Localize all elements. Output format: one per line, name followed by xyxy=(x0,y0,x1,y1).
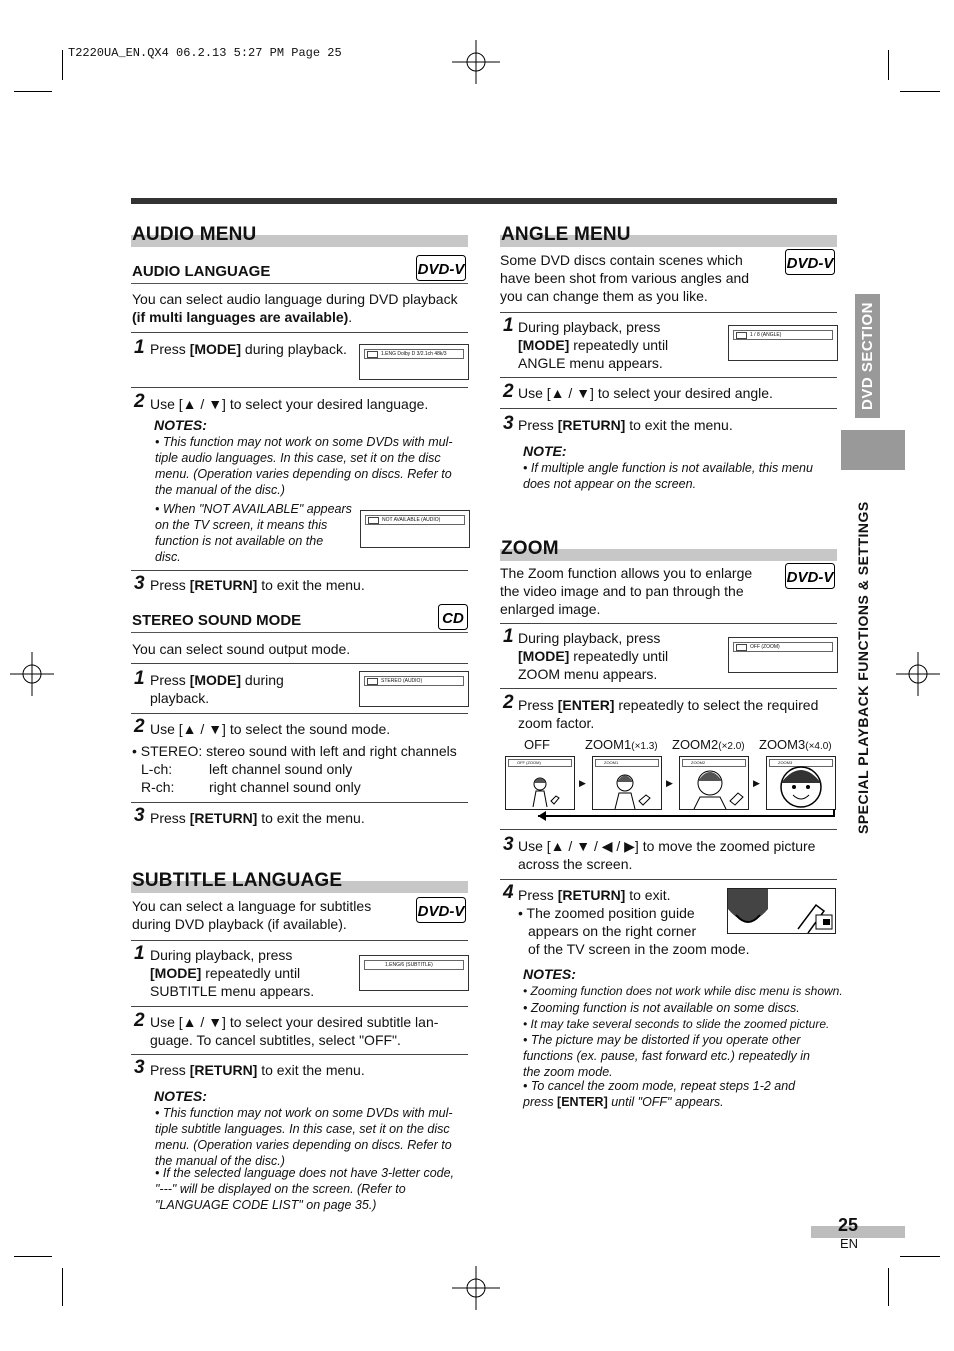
note-heading: NOTE: xyxy=(523,443,567,459)
subtitle-language-title: SUBTITLE LANGUAGE xyxy=(132,870,343,891)
zoom-label-off: OFF xyxy=(524,737,550,752)
zoom-label-zoom1: ZOOM1(×1.3) xyxy=(585,737,658,752)
audio-icon xyxy=(368,517,379,524)
zoom-note-4: • The picture may be distorted if you operate other functions (ex. pause, fast forward etc.) repeatedly in the zoom mode. xyxy=(523,1033,810,1079)
notes-heading: NOTES: xyxy=(154,1088,207,1104)
divider xyxy=(131,387,468,388)
angle-icon xyxy=(736,332,747,339)
step-number: 2 xyxy=(503,381,514,402)
angle-menu-title: ANGLE MENU xyxy=(501,224,631,245)
subtitle-note-2: • If the selected language does not have 3-letter code, "---" will be displayed on the screen. (Refer to "LANGUAGE CODE LIST" on page 35.) xyxy=(155,1166,455,1212)
step-number: 1 xyxy=(134,337,145,358)
osd-bar: 1.ENG/6 (SUBTITLE) xyxy=(364,960,464,970)
arrow-right-icon: ▶ xyxy=(666,778,673,788)
step-number: 2 xyxy=(134,391,145,412)
dvd-v-badge-icon xyxy=(416,255,466,281)
step-number: 3 xyxy=(503,413,514,434)
osd-bar: ZOOM3 xyxy=(769,759,833,767)
step-number: 3 xyxy=(503,834,514,855)
crop-mark xyxy=(62,1268,63,1306)
girl-illustration-icon xyxy=(593,757,661,809)
crop-mark xyxy=(900,1256,940,1257)
arrow-right-icon: ▶ xyxy=(753,778,760,788)
osd-bar: 1.ENG Dolby D 3/2.1ch 48k/3 xyxy=(364,349,464,359)
step-number: 1 xyxy=(134,943,145,964)
page-number: 25 xyxy=(838,1215,859,1235)
divider xyxy=(131,802,468,803)
zoom-step4: Press [RETURN] to exit. xyxy=(518,887,671,903)
audio-lang-intro: You can select audio language during DVD playback (if multi languages are available). xyxy=(132,291,458,325)
crop-mark xyxy=(62,50,63,80)
svg-text:CD: CD xyxy=(442,610,464,627)
osd-bar: OFF (ZOOM) xyxy=(508,759,572,767)
registration-mark-icon xyxy=(452,40,500,84)
step-number: 4 xyxy=(503,882,514,903)
zoom-frame-zoom1 xyxy=(592,756,662,810)
zoom-frame-off xyxy=(505,756,575,810)
zoom-step4-bullet: • The zoomed position guide appears on the right corner of the TV screen in the zoom mode. xyxy=(518,905,750,957)
audio-step1: Press [MODE] during playback. xyxy=(150,341,347,357)
stereo-step1: Press [MODE] during playback. xyxy=(150,672,284,706)
step-number: 3 xyxy=(134,805,145,826)
registration-mark-icon xyxy=(896,652,940,696)
divider xyxy=(131,663,468,664)
stereo-bullet-stereo: • STEREO: stereo sound with left and right channels xyxy=(132,743,457,759)
osd-screen xyxy=(728,325,838,361)
side-tab-marker xyxy=(841,430,905,470)
zoom-icon xyxy=(736,644,747,651)
page-language: EN xyxy=(840,1236,859,1251)
zoom-frame-zoom3 xyxy=(766,756,836,810)
divider xyxy=(131,940,468,941)
zoom-step3: Use [▲ / ▼ / ◀ / ▶] to move the zoomed picture across the screen. xyxy=(518,838,816,872)
step-number: 1 xyxy=(503,315,514,336)
step-number: 2 xyxy=(134,716,145,737)
divider xyxy=(131,283,468,284)
stereo-intro: You can select sound output mode. xyxy=(132,641,351,657)
audio-step3: Press [RETURN] to exit the menu. xyxy=(150,577,365,593)
osd-bar: NOT AVAILABLE (AUDIO) xyxy=(365,515,465,525)
zoom-label-zoom3: ZOOM3(×4.0) xyxy=(759,737,832,752)
cd-badge-icon xyxy=(438,604,468,630)
angle-note: • If multiple angle function is not available, this menu does not appear on the screen. xyxy=(523,461,813,491)
notes-heading: NOTES: xyxy=(154,417,207,433)
notes-heading: NOTES: xyxy=(523,966,576,982)
registration-mark-icon xyxy=(10,652,54,696)
divider xyxy=(500,377,837,378)
divider xyxy=(500,312,837,313)
divider xyxy=(500,408,837,409)
zoom-step1: During playback, press [MODE] repeatedly until ZOOM menu appears. xyxy=(518,630,669,682)
osd-bar: STEREO (AUDIO) xyxy=(364,676,464,686)
svg-text:DVD-V: DVD-V xyxy=(417,261,465,278)
step-number: 2 xyxy=(503,692,514,713)
divider xyxy=(131,570,468,571)
divider xyxy=(131,1054,468,1055)
osd-bar: ZOOM1 xyxy=(595,759,659,767)
step-number: 1 xyxy=(134,668,145,689)
zoom-label-zoom2: ZOOM2(×2.0) xyxy=(672,737,745,752)
side-tab-special-playback: SPECIAL PLAYBACK FUNCTIONS & SETTINGS xyxy=(855,501,871,834)
stereo-rch-val: right channel sound only xyxy=(209,779,361,795)
step-number: 1 xyxy=(503,626,514,647)
registration-mark-icon xyxy=(452,1266,500,1310)
audio-menu-title: AUDIO MENU xyxy=(132,224,257,245)
crop-mark xyxy=(900,91,940,92)
svg-text:DVD-V: DVD-V xyxy=(417,903,465,920)
crop-mark xyxy=(14,1256,52,1257)
zoomed-girl-illustration-icon xyxy=(728,889,835,933)
subtitle-step2: Use [▲ / ▼] to select your desired subtitle lan- guage. To cancel subtitles, select "OFF". xyxy=(150,1014,439,1048)
zoom-note-2: • Zooming function is not available on some discs. xyxy=(523,1001,800,1015)
crop-mark xyxy=(888,1268,889,1306)
crop-mark xyxy=(14,91,52,92)
osd-screen xyxy=(359,344,469,380)
audio-icon xyxy=(367,351,378,358)
zoom-note-1: • Zooming function does not work while disc menu is shown. xyxy=(523,984,843,998)
top-rule xyxy=(131,198,837,204)
audio-language-title: AUDIO LANGUAGE xyxy=(132,263,271,280)
divider xyxy=(131,713,468,714)
osd-screen xyxy=(359,955,469,991)
step-number: 3 xyxy=(134,573,145,594)
divider xyxy=(500,829,837,830)
crop-mark xyxy=(888,50,889,80)
divider xyxy=(131,332,468,333)
osd-screen xyxy=(728,637,838,673)
osd-screen xyxy=(359,671,469,707)
subtitle-intro: You can select a language for subtitles during DVD playback (if available). xyxy=(132,898,372,932)
osd-bar: ZOOM2 xyxy=(682,759,746,767)
step-number: 2 xyxy=(134,1010,145,1031)
stereo-step2: Use [▲ / ▼] to select the sound mode. xyxy=(150,721,391,737)
girl-illustration-icon xyxy=(506,757,574,809)
osd-bar: 1 / 8 (ANGLE) xyxy=(733,330,833,340)
zoom-note-3: • It may take several seconds to slide the zoomed picture. xyxy=(523,1017,830,1031)
divider xyxy=(500,688,837,689)
girl-illustration-icon xyxy=(680,757,748,809)
dvd-v-badge-icon xyxy=(785,249,835,275)
arrow-right-icon: ▶ xyxy=(579,778,586,788)
angle-step1: During playback, press [MODE] repeatedly until ANGLE menu appears. xyxy=(518,319,669,371)
zoom-frame-zoom2 xyxy=(679,756,749,810)
osd-screen xyxy=(360,510,470,548)
subtitle-note-1: • This function may not work on some DVDs with mul- tiple subtitle languages. In this case, set it on the disc menu. (Operation varies depending on discs. Refer to the manual of the disc.) xyxy=(155,1106,453,1168)
stereo-lch-key: L-ch: xyxy=(141,761,173,777)
divider xyxy=(131,1006,468,1007)
dvd-v-badge-icon xyxy=(785,563,835,589)
subtitle-step3: Press [RETURN] to exit the menu. xyxy=(150,1062,365,1078)
angle-step2: Use [▲ / ▼] to select your desired angle. xyxy=(518,385,773,401)
audio-note-2: • When "NOT AVAILABLE" appears on the TV screen, it means this function is not available on the disc. xyxy=(155,502,352,564)
osd-bar: OFF (ZOOM) xyxy=(733,642,833,652)
svg-text:DVD-V: DVD-V xyxy=(786,569,834,586)
audio-note-1: • This function may not work on some DVDs with mul- tiple audio languages. In this case, set it on the disc menu. (Operation varies depending on discs. Refer to the manual of the disc.) xyxy=(155,435,453,497)
zoom-note-5: • To cancel the zoom mode, repeat steps 1-2 and press [ENTER] until "OFF" appears. xyxy=(523,1079,796,1109)
girl-closeup-illustration-icon xyxy=(767,757,835,809)
angle-intro: Some DVD discs contain scenes which have been shot from various angles and you can change them as you like. xyxy=(500,252,750,304)
zoom-position-guide-illustration xyxy=(727,888,836,934)
zoom-step2: Press [ENTER] repeatedly to select the required zoom factor. xyxy=(518,697,819,731)
zoom-intro: The Zoom function allows you to enlarge the video image and to pan through the enlarged image. xyxy=(500,565,753,617)
divider xyxy=(500,623,837,624)
subtitle-step1: During playback, press [MODE] repeatedly until SUBTITLE menu appears. xyxy=(150,947,315,999)
audio-step2: Use [▲ / ▼] to select your desired language. xyxy=(150,396,429,412)
file-header: T2220UA_EN.QX4 06.2.13 5:27 PM Page 25 xyxy=(68,46,342,60)
audio-icon xyxy=(367,678,378,685)
zoom-title: ZOOM xyxy=(501,538,559,559)
stereo-sound-title: STEREO SOUND MODE xyxy=(132,612,302,629)
stereo-rch-key: R-ch: xyxy=(141,779,175,795)
loop-arrow-icon xyxy=(534,808,840,824)
divider xyxy=(500,879,837,880)
divider xyxy=(131,632,468,633)
step-number: 3 xyxy=(134,1057,145,1078)
stereo-lch-val: left channel sound only xyxy=(209,761,353,777)
stereo-step3: Press [RETURN] to exit the menu. xyxy=(150,810,365,826)
svg-text:DVD-V: DVD-V xyxy=(786,255,834,272)
angle-step3: Press [RETURN] to exit the menu. xyxy=(518,417,733,433)
side-tab-dvd-section: DVD SECTION xyxy=(855,294,880,418)
dvd-v-badge-icon xyxy=(416,897,466,923)
